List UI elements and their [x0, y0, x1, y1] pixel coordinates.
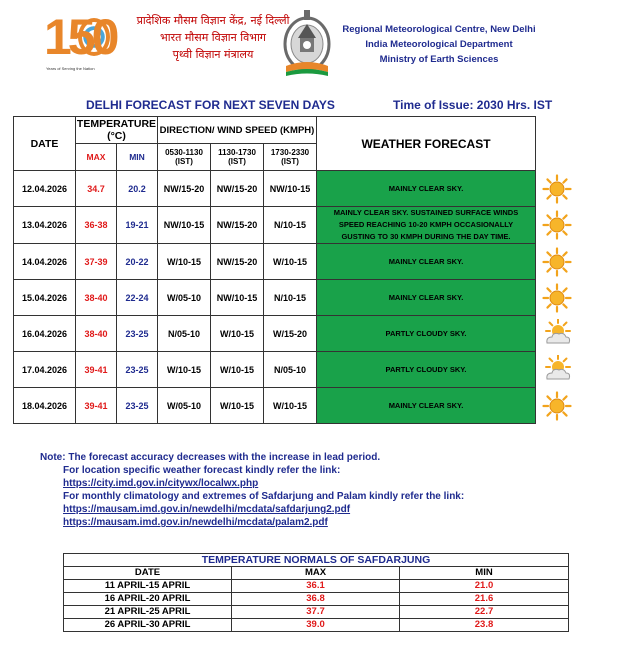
row-min-temp: 23-25	[117, 316, 158, 352]
normals-row	[64, 580, 569, 593]
forecast-row	[14, 207, 578, 244]
normals-title-row	[64, 554, 569, 567]
forecast-table	[13, 116, 578, 424]
row-wind-slot-2: NW/10-15	[211, 280, 264, 316]
hindi-line-1: प्रादेशिक मौसम विज्ञान केंद्र, नई दिल्ली	[136, 14, 290, 27]
title-line	[0, 98, 627, 114]
header-min: MIN	[117, 144, 158, 171]
row-max-temp: 38-40	[76, 316, 117, 352]
safdarjung-link[interactable]: https://mausam.imd.gov.in/newdelhi/mcdata/safdarjung2.pdf	[63, 504, 351, 515]
row-forecast-text: PARTLY CLOUDY SKY.	[317, 352, 536, 388]
header-row-1	[14, 117, 578, 144]
normals-date: 26 APRIL-30 APRIL	[64, 619, 232, 632]
row-max-temp: 34.7	[76, 171, 117, 207]
row-forecast-text: MAINLY CLEAR SKY.	[317, 280, 536, 316]
row-forecast-text: MAINLY CLEAR SKY. SUSTAINED SURFACE WINDS SPEED REACHING 10-20 KMPH OCCASIONALLY GUSTING TO 30 KMPH DURING THE DAY TIME.	[317, 207, 536, 244]
hindi-line-2: भारत मौसम विज्ञान विभाग	[160, 31, 266, 44]
row-date: 15.04.2026	[14, 280, 76, 316]
row-forecast-text: MAINLY CLEAR SKY.	[317, 388, 536, 424]
forecast-row	[14, 244, 578, 280]
header-temperature: TEMPERATURE (°C)	[76, 118, 157, 142]
sun-icon	[536, 244, 578, 280]
row-min-temp: 19-21	[117, 207, 158, 244]
header-date: DATE	[14, 117, 76, 171]
normals-rows	[64, 580, 569, 632]
normals-max: 36.8	[232, 593, 400, 606]
row-min-temp: 23-25	[117, 352, 158, 388]
row-min-temp: 23-25	[117, 388, 158, 424]
row-max-temp: 39-41	[76, 388, 117, 424]
row-wind-slot-1: NW/10-15	[158, 207, 211, 244]
sun-icon	[536, 207, 578, 244]
partly-cloudy-icon	[536, 316, 578, 352]
header-slot-1: 0530-1130 (IST)	[158, 144, 211, 171]
row-wind-slot-3: NW/10-15	[264, 171, 317, 207]
normals-date: 11 APRIL-15 APRIL	[64, 580, 232, 593]
header-slot-3: 1730-2330 (IST)	[264, 144, 317, 171]
header-max: MAX	[76, 144, 117, 171]
normals-min: 21.0	[400, 580, 569, 593]
row-wind-slot-1: W/10-15	[158, 352, 211, 388]
row-date: 12.04.2026	[14, 171, 76, 207]
row-date: 16.04.2026	[14, 316, 76, 352]
palam-link[interactable]: https://mausam.imd.gov.in/newdelhi/mcdata/palam2.pdf	[63, 517, 328, 528]
header-slot-2: 1130-1730 (IST)	[211, 144, 264, 171]
normals-header-max: MAX	[232, 567, 400, 580]
notes-section	[40, 451, 600, 529]
sun-icon	[536, 280, 578, 316]
sun-icon	[536, 171, 578, 207]
row-min-temp: 22-24	[117, 280, 158, 316]
english-line-2: India Meteorological Department	[365, 39, 513, 50]
row-max-temp: 36-38	[76, 207, 117, 244]
normals-date: 21 APRIL-25 APRIL	[64, 606, 232, 619]
normals-max: 39.0	[232, 619, 400, 632]
header-wind: DIRECTION/ WIND SPEED (KMPH)	[158, 117, 317, 144]
row-forecast-text: MAINLY CLEAR SKY.	[317, 171, 536, 207]
sun-icon	[536, 388, 578, 424]
row-wind-slot-3: N/10-15	[264, 207, 317, 244]
imd-emblem-icon	[278, 8, 336, 82]
forecast-row	[14, 316, 578, 352]
issue-time: Time of Issue: 2030 Hrs. IST	[393, 98, 553, 112]
row-wind-slot-2: W/10-15	[211, 388, 264, 424]
normals-max: 37.7	[232, 606, 400, 619]
row-date: 17.04.2026	[14, 352, 76, 388]
page-header	[0, 0, 627, 90]
forecast-row	[14, 352, 578, 388]
page-title: DELHI FORECAST FOR NEXT SEVEN DAYS	[86, 98, 335, 112]
hindi-line-3: पृथ्वी विज्ञान मंत्रालय	[172, 48, 254, 61]
logo-text: 150	[44, 9, 116, 65]
location-text: For location specific weather forecast kindly refer the link:	[63, 465, 341, 476]
row-date: 18.04.2026	[14, 388, 76, 424]
row-wind-slot-1: W/10-15	[158, 244, 211, 280]
header-icon-spacer	[536, 117, 578, 171]
row-wind-slot-1: W/05-10	[158, 388, 211, 424]
normals-min: 22.7	[400, 606, 569, 619]
row-wind-slot-1: W/05-10	[158, 280, 211, 316]
normals-title: TEMPERATURE NORMALS OF SAFDARJUNG	[64, 554, 569, 567]
row-min-temp: 20.2	[117, 171, 158, 207]
english-line-1: Regional Meteorological Centre, New Delhi	[342, 24, 536, 35]
accuracy-note: Note: The forecast accuracy decreases with the increase in lead period.	[40, 452, 381, 463]
row-max-temp: 39-41	[76, 352, 117, 388]
location-link[interactable]: https://city.imd.gov.in/citywx/localwx.php	[63, 478, 259, 489]
normals-date: 16 APRIL-20 APRIL	[64, 593, 232, 606]
row-wind-slot-3: W/10-15	[264, 388, 317, 424]
normals-max: 36.1	[232, 580, 400, 593]
row-forecast-text: MAINLY CLEAR SKY.	[317, 244, 536, 280]
row-wind-slot-3: W/10-15	[264, 244, 317, 280]
normals-header-row	[64, 567, 569, 580]
english-line-3: Ministry of Earth Sciences	[379, 54, 499, 65]
logo-tagline: Years of Serving the Nation	[46, 66, 95, 71]
header-weather-forecast: WEATHER FORECAST	[317, 117, 536, 171]
row-wind-slot-1: N/05-10	[158, 316, 211, 352]
forecast-row	[14, 388, 578, 424]
forecast-row	[14, 280, 578, 316]
row-wind-slot-3: N/05-10	[264, 352, 317, 388]
row-date: 13.04.2026	[14, 207, 76, 244]
normals-table	[63, 553, 569, 632]
row-max-temp: 37-39	[76, 244, 117, 280]
row-wind-slot-3: N/10-15	[264, 280, 317, 316]
row-wind-slot-2: W/10-15	[211, 352, 264, 388]
monthly-text: For monthly climatology and extremes of Safdarjung and Palam kindly refer the link:	[63, 491, 465, 502]
row-wind-slot-2: NW/15-20	[211, 244, 264, 280]
imd-150-logo	[44, 9, 116, 71]
normals-min: 23.8	[400, 619, 569, 632]
normals-min: 21.6	[400, 593, 569, 606]
row-max-temp: 38-40	[76, 280, 117, 316]
row-wind-slot-2: W/10-15	[211, 316, 264, 352]
forecast-rows	[14, 171, 578, 424]
row-forecast-text: PARTLY CLOUDY SKY.	[317, 316, 536, 352]
row-wind-slot-3: W/15-20	[264, 316, 317, 352]
row-wind-slot-1: NW/15-20	[158, 171, 211, 207]
row-min-temp: 20-22	[117, 244, 158, 280]
forecast-row	[14, 171, 578, 207]
row-wind-slot-2: NW/15-20	[211, 207, 264, 244]
row-date: 14.04.2026	[14, 244, 76, 280]
normals-row	[64, 619, 569, 632]
partly-cloudy-icon	[536, 352, 578, 388]
normals-header-date: DATE	[64, 567, 232, 580]
normals-row	[64, 606, 569, 619]
normals-row	[64, 593, 569, 606]
normals-header-min: MIN	[400, 567, 569, 580]
row-wind-slot-2: NW/15-20	[211, 171, 264, 207]
english-org-block	[334, 22, 544, 67]
